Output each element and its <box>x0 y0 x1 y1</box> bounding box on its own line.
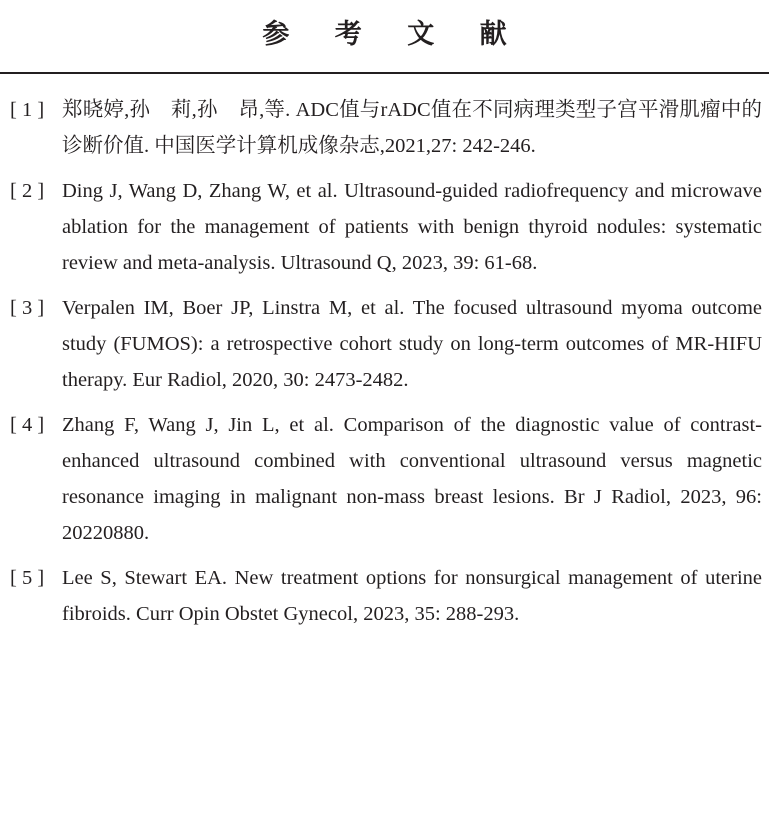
reference-item <box>10 407 762 551</box>
reference-number: [ 3 ] <box>10 297 45 319</box>
reference-number: [ 4 ] <box>10 414 45 436</box>
reference-item <box>10 92 762 164</box>
reference-item <box>10 560 762 632</box>
reference-text: Lee S, Stewart EA. New treatment options for nonsurgical management of uterine fibroids. Curr Opin Obstet Gynecol, 2023, 35: 288-293. <box>62 567 762 625</box>
reference-text: Ding J, Wang D, Zhang W, et al. Ultrasound-guided radiofrequency and microwave ablation for the management of patients with benign thyroid nodules: systematic review and meta-analysis. Ultrasound Q, 2023, 39: 61-68. <box>62 180 762 274</box>
reference-text: Zhang F, Wang J, Jin L, et al. Comparison of the diagnostic value of contrast-enhanced ultrasound combined with conventional ultrasound versus magnetic resonance imaging in malignant non-mass breast lesions. Br J Radiol, 2023, 96: 20220880. <box>62 414 762 544</box>
reference-number: [ 2 ] <box>10 180 45 202</box>
reference-text: Verpalen IM, Boer JP, Linstra M, et al. The focused ultrasound myoma outcome study (FUMOS): a retrospective cohort study on long-term outcomes of MR-HIFU therapy. Eur Radiol, 2020, 30: 2473-2482. <box>62 297 762 391</box>
references-heading: 参 考 文 献 <box>262 19 525 50</box>
heading-divider <box>0 72 769 74</box>
reference-text: 郑晓婷,孙 莉,孙 昂,等. ADC值与rADC值在不同病理类型子宫平滑肌瘤中的诊断价值. 中国医学计算机成像杂志,2021,27: 242-246. <box>62 99 762 157</box>
reference-item <box>10 173 762 281</box>
reference-list <box>10 92 762 641</box>
reference-item <box>10 290 762 398</box>
reference-number: [ 1 ] <box>10 99 45 121</box>
reference-number: [ 5 ] <box>10 567 45 589</box>
